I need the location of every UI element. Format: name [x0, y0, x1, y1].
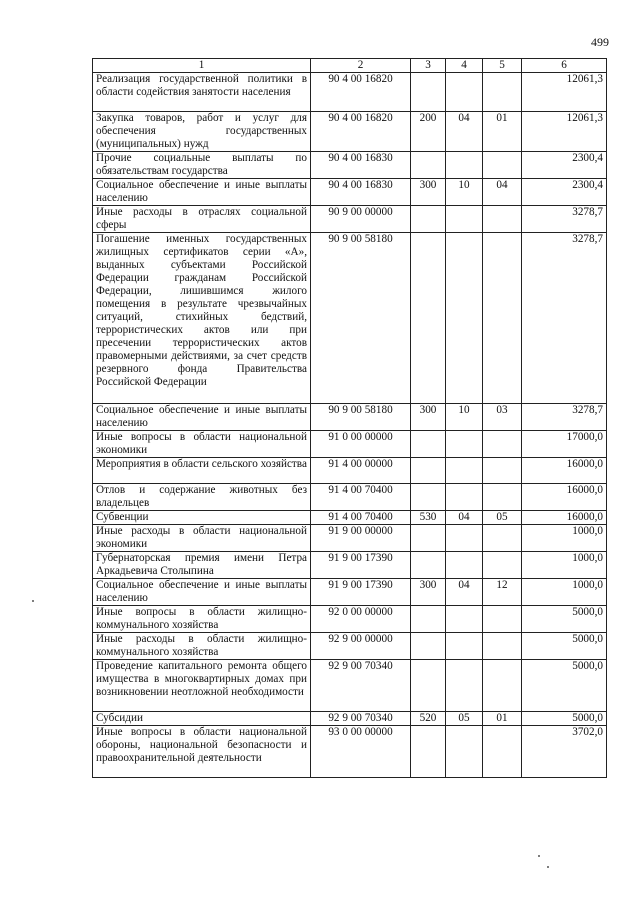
- cell-name: Прочие социальные выплаты по обязательствам государства: [93, 152, 311, 179]
- table-row: [93, 484, 607, 511]
- cell-name: Реализация государственной политики в области содействия занятости населения: [93, 73, 311, 112]
- cell-sum: 2300,4: [522, 179, 607, 206]
- cell-vr: [411, 606, 446, 633]
- cell-sum: 3702,0: [522, 726, 607, 778]
- cell-csr: 90 9 00 58180: [311, 233, 411, 404]
- cell-pr: [483, 525, 522, 552]
- cell-rz: [446, 73, 483, 112]
- cell-name: Проведение капитального ремонта общего имущества в многоквартирных домах при возникновении неотложной необходимости: [93, 660, 311, 712]
- cell-vr: [411, 525, 446, 552]
- cell-rz: 04: [446, 579, 483, 606]
- cell-sum: 5000,0: [522, 660, 607, 712]
- cell-name: Социальное обеспечение и иные выплаты населению: [93, 179, 311, 206]
- cell-rz: [446, 606, 483, 633]
- cell-rz: [446, 552, 483, 579]
- cell-sum: 5000,0: [522, 712, 607, 726]
- cell-sum: 16000,0: [522, 484, 607, 511]
- cell-sum: 3278,7: [522, 233, 607, 404]
- cell-pr: 12: [483, 579, 522, 606]
- cell-csr: 93 0 00 00000: [311, 726, 411, 778]
- table-row: [93, 579, 607, 606]
- cell-name: Иные вопросы в области национальной обороны, национальной безопасности и правоохранительной деятельности: [93, 726, 311, 778]
- cell-name: Погашение именных государственных жилищных сертификатов серии «А», выданных субъектами Российской Федерации гражданам Российской Федерации, лишившимся жилого помещения в результате чрезвычайных ситуаций, стихийных бедствий, террористических актов или при пресечении террористических актов правомерными действиями, за счет средств резервного фонда Правительства Российской Федерации: [93, 233, 311, 404]
- cell-pr: [483, 458, 522, 484]
- cell-rz: [446, 525, 483, 552]
- cell-csr: 91 4 00 00000: [311, 458, 411, 484]
- cell-sum: 16000,0: [522, 458, 607, 484]
- cell-name: Мероприятия в области сельского хозяйства: [93, 458, 311, 484]
- cell-vr: 300: [411, 404, 446, 431]
- cell-vr: 200: [411, 112, 446, 152]
- cell-sum: 1000,0: [522, 552, 607, 579]
- cell-vr: 530: [411, 511, 446, 525]
- cell-csr: 90 9 00 00000: [311, 206, 411, 233]
- cell-rz: [446, 233, 483, 404]
- cell-vr: [411, 233, 446, 404]
- cell-sum: 1000,0: [522, 579, 607, 606]
- table-body: [93, 73, 607, 778]
- table-row: [93, 73, 607, 112]
- scan-speck: [32, 600, 34, 602]
- header-cell: 5: [483, 59, 522, 73]
- cell-csr: 91 4 00 70400: [311, 511, 411, 525]
- table-row: [93, 525, 607, 552]
- cell-pr: 05: [483, 511, 522, 525]
- cell-sum: 16000,0: [522, 511, 607, 525]
- cell-csr: 90 4 00 16830: [311, 179, 411, 206]
- cell-name: Иные расходы в области национальной экономики: [93, 525, 311, 552]
- cell-sum: 17000,0: [522, 431, 607, 458]
- cell-csr: 91 9 00 17390: [311, 579, 411, 606]
- header-cell: 4: [446, 59, 483, 73]
- cell-pr: 01: [483, 712, 522, 726]
- cell-rz: [446, 484, 483, 511]
- cell-vr: [411, 458, 446, 484]
- cell-vr: [411, 726, 446, 778]
- cell-pr: [483, 431, 522, 458]
- cell-csr: 92 0 00 00000: [311, 606, 411, 633]
- header-cell: 1: [93, 59, 311, 73]
- cell-pr: [483, 552, 522, 579]
- table-row: [93, 431, 607, 458]
- cell-rz: 04: [446, 511, 483, 525]
- cell-name: Губернаторская премия имени Петра Аркадьевича Столыпина: [93, 552, 311, 579]
- cell-sum: 5000,0: [522, 633, 607, 660]
- cell-sum: 3278,7: [522, 404, 607, 431]
- table-row: [93, 511, 607, 525]
- table-row: [93, 712, 607, 726]
- table-row: [93, 206, 607, 233]
- cell-name: Социальное обеспечение и иные выплаты населению: [93, 404, 311, 431]
- cell-vr: [411, 552, 446, 579]
- header-cell: 6: [522, 59, 607, 73]
- cell-name: Иные расходы в отраслях социальной сферы: [93, 206, 311, 233]
- cell-sum: 3278,7: [522, 206, 607, 233]
- cell-name: Закупка товаров, работ и услуг для обеспечения государственных (муниципальных) нужд: [93, 112, 311, 152]
- table-row: [93, 112, 607, 152]
- cell-name: Иные вопросы в области жилищно-коммунального хозяйства: [93, 606, 311, 633]
- cell-pr: [483, 152, 522, 179]
- cell-rz: [446, 206, 483, 233]
- cell-csr: 90 4 00 16820: [311, 112, 411, 152]
- cell-pr: [483, 726, 522, 778]
- cell-name: Иные расходы в области жилищно-коммунального хозяйства: [93, 633, 311, 660]
- cell-sum: 5000,0: [522, 606, 607, 633]
- table-row: [93, 552, 607, 579]
- cell-rz: [446, 660, 483, 712]
- cell-vr: 300: [411, 179, 446, 206]
- cell-name: Субвенции: [93, 511, 311, 525]
- cell-csr: 90 4 00 16820: [311, 73, 411, 112]
- cell-vr: 520: [411, 712, 446, 726]
- cell-csr: 91 4 00 70400: [311, 484, 411, 511]
- cell-pr: [483, 484, 522, 511]
- cell-name: Социальное обеспечение и иные выплаты населению: [93, 579, 311, 606]
- cell-pr: 04: [483, 179, 522, 206]
- cell-csr: 91 9 00 00000: [311, 525, 411, 552]
- cell-rz: [446, 633, 483, 660]
- cell-rz: [446, 726, 483, 778]
- cell-rz: [446, 458, 483, 484]
- cell-csr: 91 9 00 17390: [311, 552, 411, 579]
- cell-vr: [411, 152, 446, 179]
- cell-name: Отлов и содержание животных без владельцев: [93, 484, 311, 511]
- cell-vr: 300: [411, 579, 446, 606]
- cell-csr: 91 0 00 00000: [311, 431, 411, 458]
- table-row: [93, 233, 607, 404]
- cell-csr: 92 9 00 70340: [311, 712, 411, 726]
- cell-vr: [411, 633, 446, 660]
- cell-rz: 10: [446, 179, 483, 206]
- header-cell: 2: [311, 59, 411, 73]
- cell-pr: [483, 73, 522, 112]
- table-row: [93, 458, 607, 484]
- cell-name: Иные вопросы в области национальной экономики: [93, 431, 311, 458]
- page-number: 499: [591, 35, 609, 49]
- cell-sum: 12061,3: [522, 73, 607, 112]
- cell-pr: 01: [483, 112, 522, 152]
- cell-rz: 05: [446, 712, 483, 726]
- cell-rz: 04: [446, 112, 483, 152]
- cell-pr: [483, 206, 522, 233]
- cell-rz: 10: [446, 404, 483, 431]
- cell-vr: [411, 660, 446, 712]
- cell-rz: [446, 152, 483, 179]
- cell-vr: [411, 431, 446, 458]
- cell-sum: 12061,3: [522, 112, 607, 152]
- cell-csr: 90 4 00 16830: [311, 152, 411, 179]
- header-row: [93, 59, 607, 73]
- scan-speck: [538, 855, 540, 857]
- table-row: [93, 179, 607, 206]
- cell-sum: 1000,0: [522, 525, 607, 552]
- cell-pr: 03: [483, 404, 522, 431]
- cell-vr: [411, 484, 446, 511]
- cell-sum: 2300,4: [522, 152, 607, 179]
- cell-csr: 92 9 00 70340: [311, 660, 411, 712]
- table-row: [93, 404, 607, 431]
- table-row: [93, 726, 607, 778]
- table-row: [93, 606, 607, 633]
- cell-pr: [483, 233, 522, 404]
- cell-vr: [411, 73, 446, 112]
- table-row: [93, 660, 607, 712]
- cell-name: Субсидии: [93, 712, 311, 726]
- header-cell: 3: [411, 59, 446, 73]
- cell-pr: [483, 660, 522, 712]
- cell-csr: 92 9 00 00000: [311, 633, 411, 660]
- cell-csr: 90 9 00 58180: [311, 404, 411, 431]
- cell-vr: [411, 206, 446, 233]
- scan-speck: [547, 866, 549, 868]
- cell-pr: [483, 606, 522, 633]
- cell-rz: [446, 431, 483, 458]
- table-row: [93, 633, 607, 660]
- budget-table: [92, 58, 607, 778]
- cell-pr: [483, 633, 522, 660]
- table-row: [93, 152, 607, 179]
